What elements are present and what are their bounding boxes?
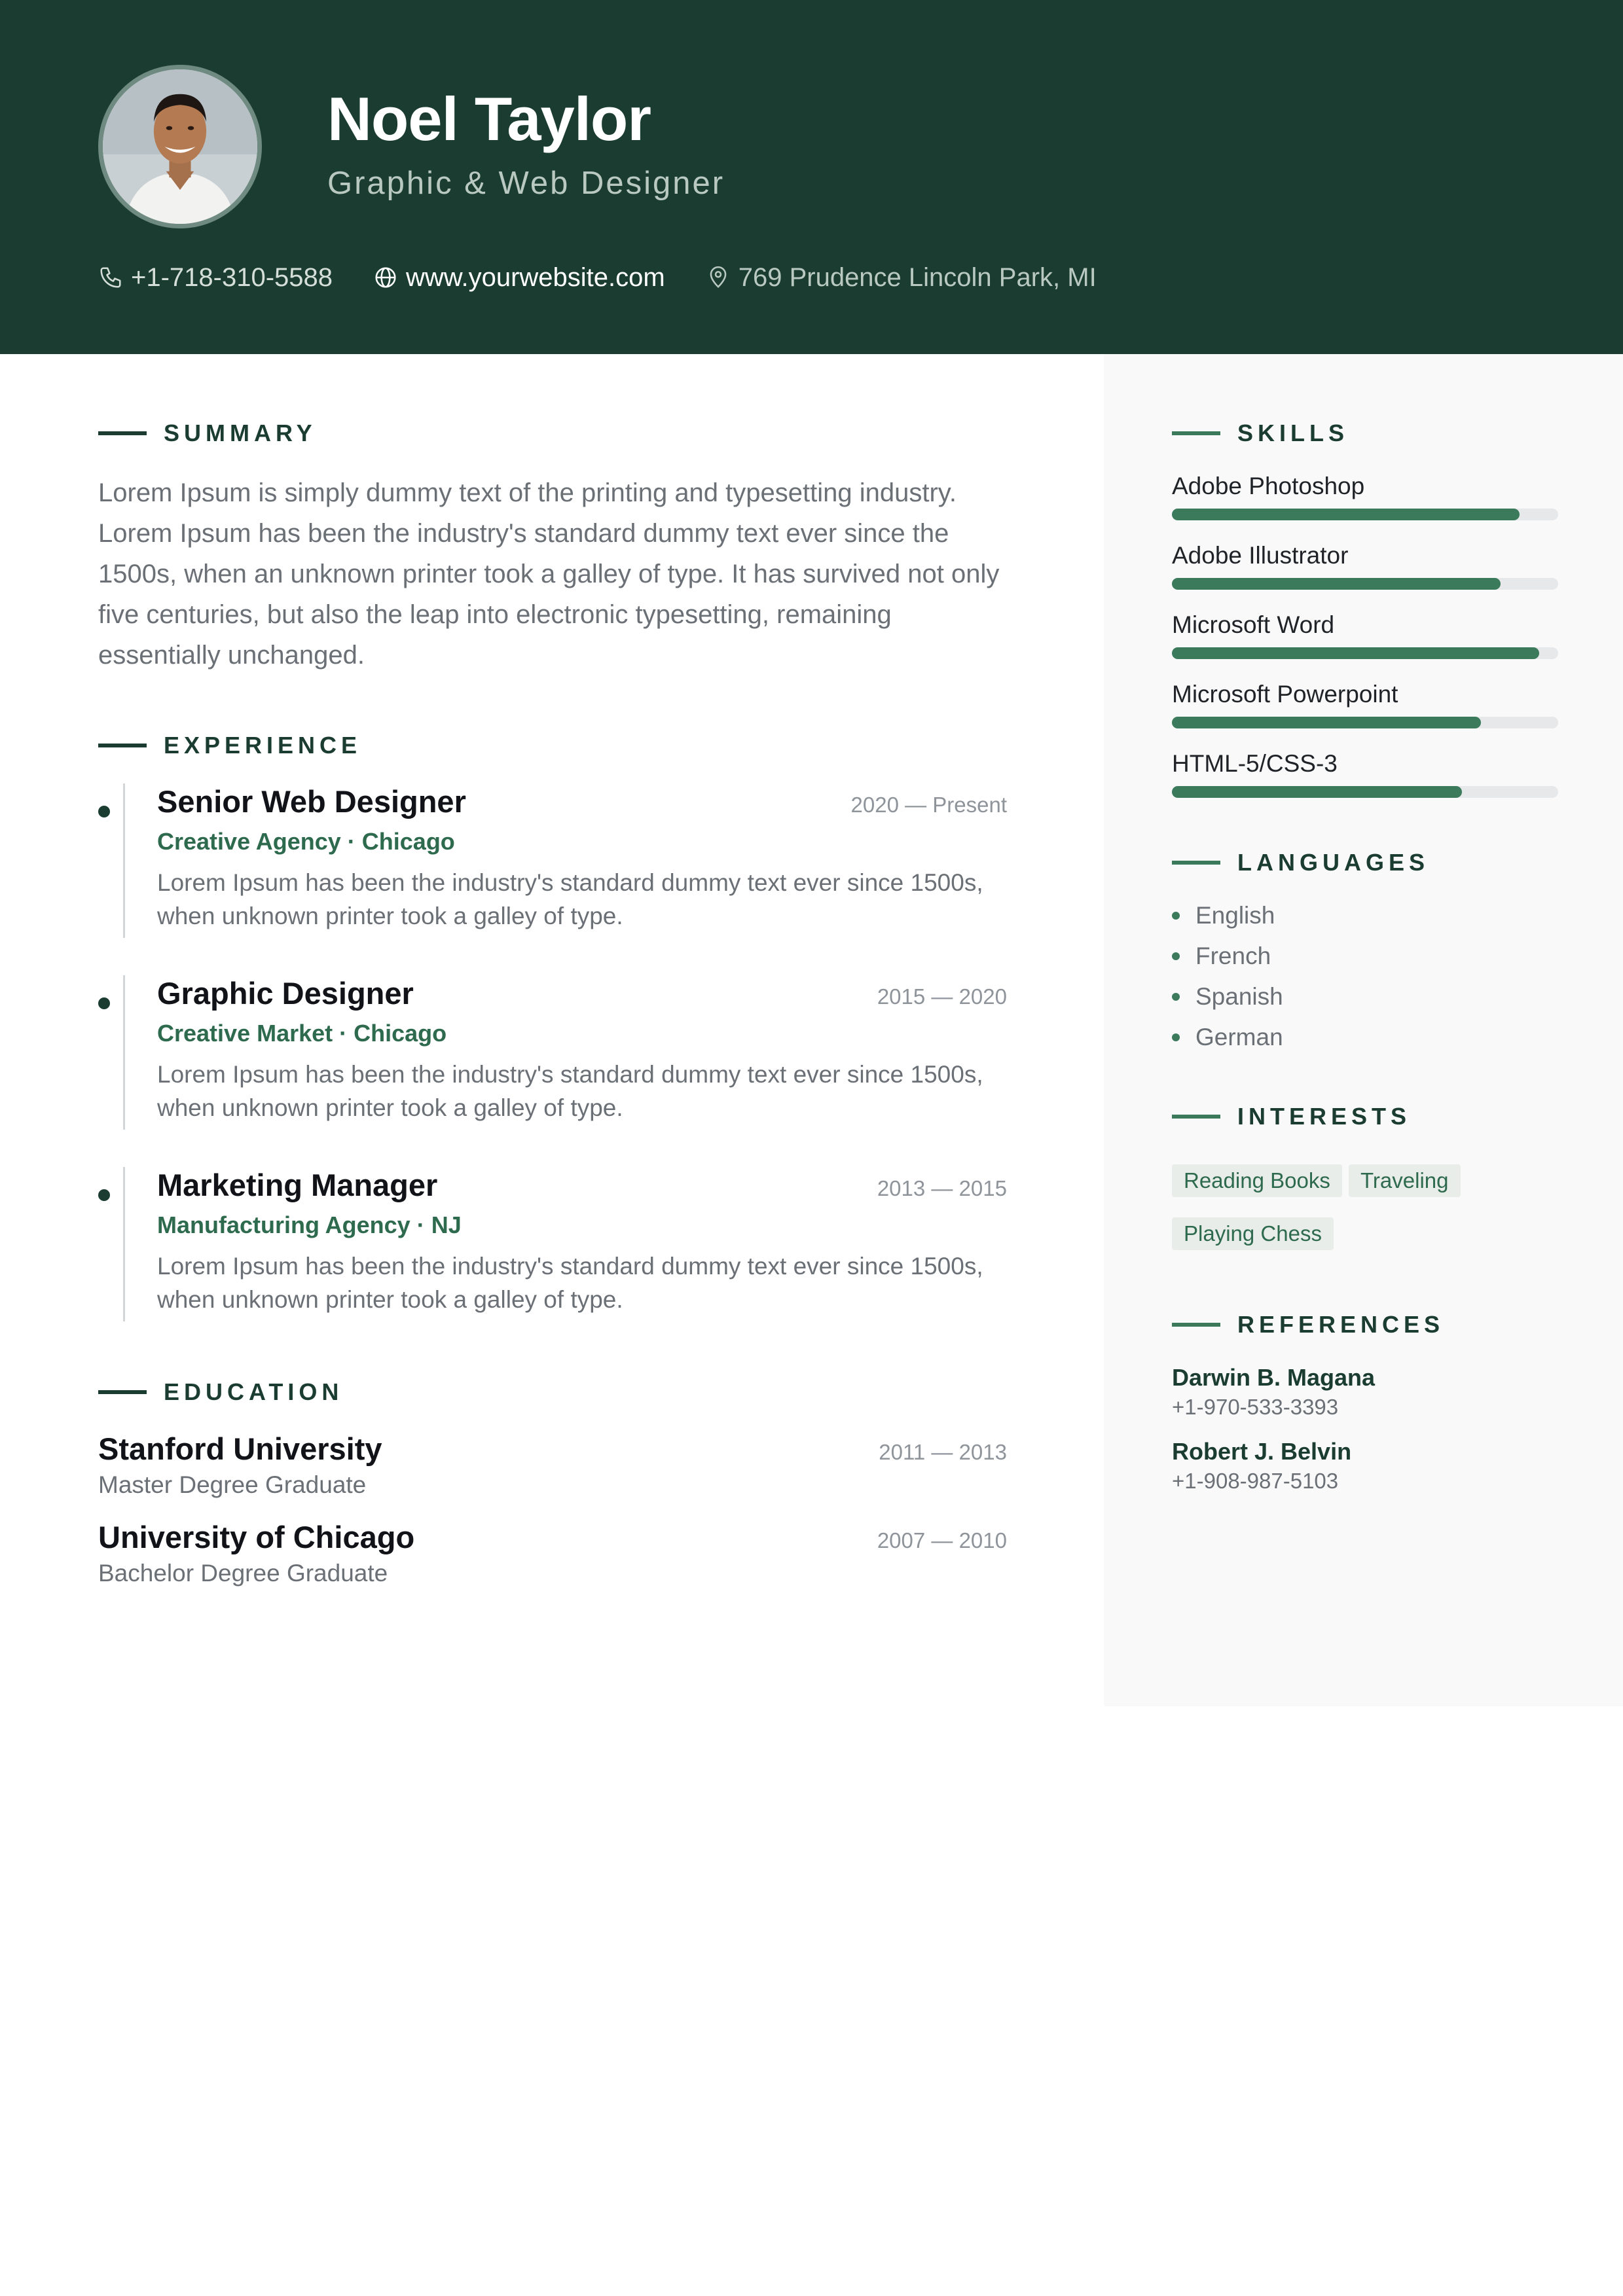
experience-item bbox=[98, 975, 1007, 1130]
skill-item bbox=[1172, 751, 1558, 803]
reference-name: Robert J. Belvin bbox=[1172, 1438, 1352, 1465]
school-name: University of Chicago bbox=[98, 1520, 415, 1554]
heading-rule bbox=[1172, 861, 1220, 865]
summary-text: Lorem Ipsum is simply dummy text of the printing and typesetting industry. Lorem Ipsum has been the industry's standard dummy text ever since the 1500s, when an unknown printer took a galley of type. It has survived not only five centuries, but also the leap into electronic typesetting, remaining essentially unchanged. bbox=[98, 478, 1000, 670]
timeline-line bbox=[123, 975, 125, 1130]
school-name: Stanford University bbox=[98, 1431, 382, 1466]
job-description: Lorem Ipsum has been the industry's standard dummy text ever since 1500s, when unknown printer took a galley of type. bbox=[157, 1253, 983, 1313]
job-title: Senior Web Designer bbox=[157, 784, 466, 819]
education-item bbox=[98, 1431, 1007, 1503]
skill-name: HTML-5/CSS-3 bbox=[1172, 750, 1338, 777]
timeline-dot bbox=[98, 1189, 110, 1201]
education-dates: 2007 — 2010 bbox=[877, 1528, 1007, 1552]
job-company: Manufacturing Agency · NJ bbox=[157, 1211, 462, 1238]
language-name: English bbox=[1195, 902, 1275, 929]
heading-rule bbox=[98, 431, 147, 435]
skill-bar-track bbox=[1172, 717, 1558, 728]
heading-rule bbox=[1172, 1115, 1220, 1119]
website-text: www.yourwebsite.com bbox=[406, 262, 665, 292]
skill-name: Adobe Photoshop bbox=[1172, 473, 1365, 499]
contact-location bbox=[706, 263, 1097, 293]
job-company: Creative Market · Chicago bbox=[157, 1020, 447, 1047]
skill-bar-track bbox=[1172, 647, 1558, 659]
skill-item bbox=[1172, 612, 1558, 664]
skill-bar-track bbox=[1172, 786, 1558, 798]
job-dates: 2013 — 2015 bbox=[877, 1176, 1007, 1200]
timeline-dot bbox=[98, 997, 110, 1009]
reference-name: Darwin B. Magana bbox=[1172, 1364, 1376, 1391]
experience-heading-text: EXPERIENCE bbox=[164, 732, 362, 759]
language-item bbox=[1172, 983, 1283, 1011]
job-company: Creative Agency · Chicago bbox=[157, 828, 455, 855]
job-dates: 2015 — 2020 bbox=[877, 984, 1007, 1009]
job-title: Marketing Manager bbox=[157, 1168, 438, 1202]
timeline-dot bbox=[98, 806, 110, 817]
skill-bar-fill bbox=[1172, 786, 1462, 798]
skill-bar-fill bbox=[1172, 578, 1501, 590]
references-heading bbox=[1172, 1312, 1444, 1338]
contact-row bbox=[98, 259, 1137, 296]
contact-phone[interactable] bbox=[98, 263, 333, 293]
heading-rule bbox=[98, 744, 147, 747]
bullet-dot bbox=[1172, 993, 1180, 1001]
language-name: French bbox=[1195, 942, 1271, 969]
skill-item bbox=[1172, 681, 1558, 734]
skill-bar-track bbox=[1172, 509, 1558, 520]
interests-heading bbox=[1172, 1103, 1411, 1130]
job-dates: 2020 — Present bbox=[850, 793, 1007, 817]
job-description: Lorem Ipsum has been the industry's standard dummy text ever since 1500s, when unknown printer took a galley of type. bbox=[157, 869, 983, 929]
heading-rule bbox=[1172, 1323, 1220, 1327]
degree-name: Bachelor Degree Graduate bbox=[98, 1560, 388, 1587]
experience-heading bbox=[98, 732, 361, 759]
experience-item bbox=[98, 1167, 1007, 1321]
education-item bbox=[98, 1519, 1007, 1591]
contact-website[interactable] bbox=[373, 263, 665, 293]
education-heading bbox=[98, 1379, 343, 1405]
reference-item bbox=[1172, 1365, 1375, 1420]
reference-phone: +1-908-987-5103 bbox=[1172, 1468, 1339, 1493]
interest-tag: Playing Chess bbox=[1172, 1217, 1334, 1250]
language-name: German bbox=[1195, 1024, 1283, 1050]
candidate-role: Graphic & Web Designer bbox=[327, 166, 725, 201]
candidate-name: Noel Taylor bbox=[327, 84, 651, 153]
skill-bar-fill bbox=[1172, 647, 1539, 659]
language-item bbox=[1172, 902, 1275, 929]
skill-bar-fill bbox=[1172, 509, 1520, 520]
profile-photo bbox=[98, 65, 262, 228]
education-dates: 2011 — 2013 bbox=[879, 1440, 1007, 1464]
experience-item bbox=[98, 783, 1007, 938]
job-title: Graphic Designer bbox=[157, 976, 414, 1011]
skill-bar-fill bbox=[1172, 717, 1481, 728]
skill-item bbox=[1172, 473, 1558, 526]
bullet-dot bbox=[1172, 912, 1180, 920]
heading-rule bbox=[98, 1390, 147, 1394]
interest-tag: Traveling bbox=[1349, 1164, 1461, 1197]
interest-tag: Reading Books bbox=[1172, 1164, 1342, 1197]
location-pin-icon bbox=[706, 265, 731, 290]
education-heading-text: EDUCATION bbox=[164, 1378, 344, 1405]
resume-header bbox=[0, 0, 1623, 354]
heading-rule bbox=[1172, 431, 1220, 435]
location-text: 769 Prudence Lincoln Park, MI bbox=[738, 262, 1097, 292]
language-item bbox=[1172, 1024, 1283, 1051]
summary-heading bbox=[98, 420, 317, 446]
references-heading-text: REFERENCES bbox=[1237, 1311, 1445, 1338]
skills-heading-text: SKILLS bbox=[1237, 420, 1349, 446]
languages-heading-text: LANGUAGES bbox=[1237, 849, 1430, 876]
language-name: Spanish bbox=[1195, 983, 1283, 1010]
skill-bar-track bbox=[1172, 578, 1558, 590]
reference-item bbox=[1172, 1439, 1351, 1494]
skill-item bbox=[1172, 543, 1558, 595]
bullet-dot bbox=[1172, 952, 1180, 960]
portrait-image bbox=[103, 69, 257, 224]
skills-heading bbox=[1172, 420, 1349, 446]
summary-heading-text: SUMMARY bbox=[164, 420, 317, 446]
bullet-dot bbox=[1172, 1033, 1180, 1041]
job-description: Lorem Ipsum has been the industry's standard dummy text ever since 1500s, when unknown printer took a galley of type. bbox=[157, 1061, 983, 1121]
timeline-line bbox=[123, 783, 125, 938]
language-item bbox=[1172, 942, 1271, 970]
skill-name: Adobe Illustrator bbox=[1172, 542, 1349, 569]
phone-icon bbox=[98, 265, 123, 290]
timeline-line bbox=[123, 1167, 125, 1321]
phone-text: +1-718-310-5588 bbox=[131, 262, 333, 292]
skill-name: Microsoft Word bbox=[1172, 611, 1335, 638]
reference-phone: +1-970-533-3393 bbox=[1172, 1394, 1339, 1419]
skill-name: Microsoft Powerpoint bbox=[1172, 681, 1398, 708]
interests-heading-text: INTERESTS bbox=[1237, 1103, 1412, 1130]
languages-heading bbox=[1172, 850, 1429, 876]
degree-name: Master Degree Graduate bbox=[98, 1471, 367, 1498]
globe-icon bbox=[373, 265, 398, 290]
